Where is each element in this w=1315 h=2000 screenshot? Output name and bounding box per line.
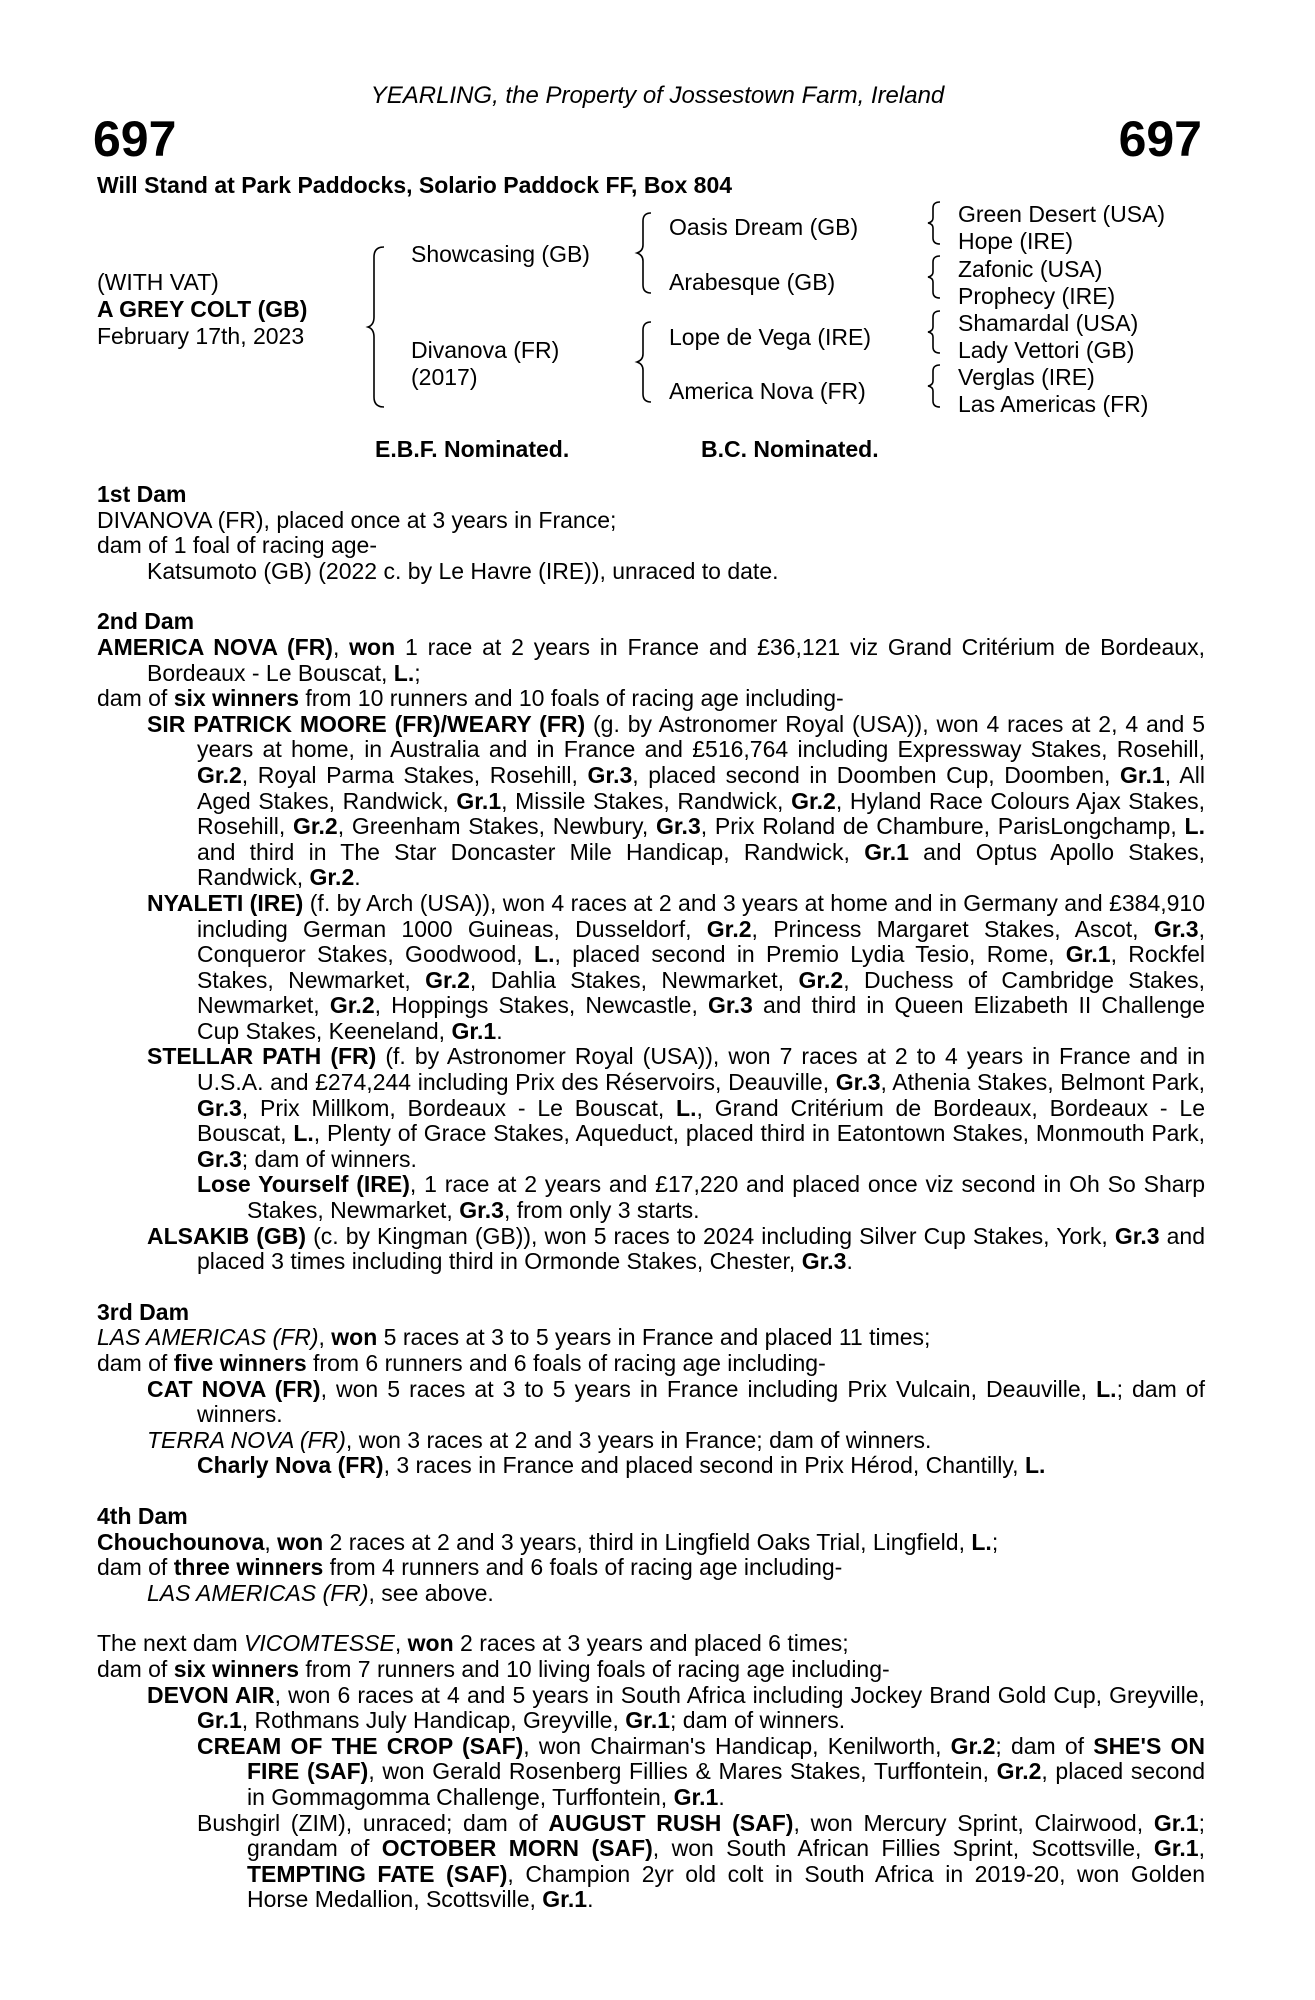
horse-name: NYALETI (IRE): [147, 889, 304, 916]
text: , won 6 races at 4 and 5 years in South Africa including Jockey Brand Gold Cup, Greyville,: [274, 1681, 1205, 1708]
grade: Gr.3: [587, 761, 633, 788]
text: , from only 3 starts.: [503, 1197, 700, 1224]
grade: Gr.2: [292, 813, 338, 840]
winners-count: five winners: [173, 1350, 307, 1376]
text: .: [587, 1886, 594, 1913]
grade: Gr.1: [542, 1886, 588, 1913]
pedigree-bracket-main: [368, 247, 390, 407]
ddd: Las Americas (FR): [958, 391, 1149, 417]
text: ;: [414, 659, 421, 686]
won-label: won: [407, 1630, 454, 1657]
text: .: [718, 1783, 725, 1810]
text: , Rothmans July Handicap, Greyville,: [241, 1707, 626, 1734]
third-dam-produce-intro: [97, 1351, 1205, 1377]
text: , won 3 races at 2 and 3 years in France; dam of winners.: [345, 1426, 932, 1453]
grade: L.: [1184, 813, 1205, 840]
first-dam-produce: Katsumoto (GB) (2022 c. by Le Havre (IRE)), unraced to date.: [147, 557, 779, 584]
text: , see above.: [368, 1579, 494, 1606]
text: , Hoppings Stakes, Newcastle,: [374, 992, 709, 1019]
text: .: [846, 1248, 853, 1275]
text: , won Mercury Sprint, Clairwood,: [793, 1809, 1154, 1836]
horse-name: SHE'S ON FIRE (SAF): [247, 1732, 1206, 1785]
grade: L.: [293, 1120, 314, 1147]
text: ,: [264, 1528, 278, 1555]
text: , Princess Margaret Stakes, Ascot,: [751, 915, 1154, 942]
sds: Zafonic (USA): [958, 256, 1103, 282]
sss: Green Desert (USA): [958, 201, 1166, 227]
text: from 7 runners and 10 living foals of racing age including-: [299, 1655, 890, 1682]
horse-name: STELLAR PATH (FR): [147, 1043, 377, 1070]
grade: Gr.3: [197, 1145, 242, 1172]
produce-cream-of-the-crop: [97, 1734, 1205, 1811]
grade: Gr.1: [1153, 1835, 1199, 1862]
horse-name: TERRA NOVA (FR): [147, 1426, 346, 1453]
text: , 1 race at 2 years and £17,220 and placed once viz second in Oh So Sharp Stakes, Newmarket,: [247, 1171, 1205, 1224]
grade: Gr.3: [835, 1069, 881, 1096]
vat-note: (WITH VAT): [97, 269, 219, 295]
sdd: Prophecy (IRE): [958, 283, 1116, 309]
dsd: Lady Vettori (GB): [958, 337, 1135, 363]
text: 5 races at 3 to 5 years in France and placed 11 times;: [377, 1324, 931, 1351]
text: dam of: [97, 1655, 174, 1682]
lot-number-right: 697: [1118, 111, 1202, 167]
text: 2 races at 3 years and placed 6 times;: [453, 1630, 849, 1657]
fourth-dam-section: [97, 1504, 1205, 1606]
produce-cat-nova: [97, 1377, 1205, 1428]
grade: Gr.2: [425, 966, 470, 993]
grade: Gr.1: [197, 1707, 242, 1734]
text: from 6 runners and 6 foals of racing age including-: [306, 1350, 826, 1376]
text: from 10 runners and 10 foals of racing age including-: [299, 685, 844, 712]
text: ;: [991, 1528, 999, 1555]
text: , won South African Fillies Sprint, Scottsville,: [652, 1835, 1154, 1862]
grade: Gr.2: [798, 966, 844, 993]
grade: L.: [1024, 1452, 1046, 1479]
grade: L.: [971, 1528, 992, 1555]
bc-nomination: B.C. Nominated.: [701, 436, 879, 462]
dam-dam: America Nova (FR): [669, 378, 866, 404]
grade: Gr.1: [1119, 761, 1165, 788]
text: , Conqueror Stakes, Goodwood,: [197, 915, 1205, 968]
text: Bushgirl (ZIM), unraced; dam of: [197, 1809, 549, 1836]
text: ; dam of winners.: [670, 1707, 846, 1734]
horse-name: DEVON AIR: [147, 1681, 275, 1708]
dss: Shamardal (USA): [958, 310, 1139, 336]
subject-dob: February 17th, 2023: [97, 323, 305, 349]
text: , Grand Critérium de Bordeaux, Bordeaux - Le Bouscat,: [197, 1094, 1205, 1147]
sire: Showcasing (GB): [411, 241, 590, 267]
text: (f. by Astronomer Royal (USA)), won 7 races at 2 to 4 years in France and in U.S.A. and £274,244 including Prix des Réservoirs, Deauville,: [197, 1043, 1205, 1096]
pedigree-bracket-sire: [637, 213, 657, 293]
dam: Divanova (FR): [411, 337, 560, 363]
dam-sire: Lope de Vega (IRE): [669, 324, 872, 350]
text: , 3 races in France and placed second in Prix Hérod, Chantilly,: [383, 1452, 1025, 1479]
grade: Gr.2: [197, 761, 242, 788]
text: , Prix Roland de Chambure, ParisLongchamp,: [700, 813, 1185, 840]
grade: Gr.3: [459, 1197, 504, 1224]
horse-name: CREAM OF THE CROP (SAF): [197, 1732, 524, 1759]
second-dam-line: [97, 635, 1205, 686]
text: ,: [318, 1324, 332, 1351]
text: (f. by Arch (USA)), won 4 races at 2 and 3 years at home and in Germany and £384,910 including German 1000 Guineas, Dusseldorf,: [197, 889, 1206, 942]
text: , won Gerald Rosenberg Fillies & Mares Stakes, Turffontein,: [368, 1758, 997, 1785]
grade: Gr.1: [1153, 1809, 1199, 1836]
grade: Gr.2: [706, 915, 752, 942]
pedigree-bracket-dd: [928, 365, 946, 407]
produce-sir-patrick-moore: [97, 712, 1205, 891]
next-dam-line: [97, 1631, 1205, 1657]
grade: L.: [1096, 1375, 1117, 1402]
winners-count: six winners: [173, 1655, 299, 1682]
text: dam of: [97, 1554, 174, 1581]
text: , Duchess of Cambridge Stakes, Newmarket,: [197, 966, 1205, 1019]
winners-count: six winners: [173, 685, 299, 712]
produce-las-americas: [97, 1581, 1205, 1607]
text: , placed second in Premio Lydia Tesio, Rome,: [554, 941, 1066, 968]
sire-dam: Arabesque (GB): [669, 269, 836, 295]
text: , Greenham Stakes, Newbury,: [337, 813, 656, 840]
text: ; dam of winners.: [241, 1145, 417, 1172]
grade: Gr.1: [1065, 941, 1111, 968]
next-dam-produce-intro: [97, 1657, 1205, 1683]
fourth-dam-produce-intro: [97, 1555, 1205, 1581]
text: , Dahlia Stakes, Newmarket,: [469, 966, 799, 993]
winners-count: three winners: [173, 1554, 324, 1581]
text: dam of: [97, 1350, 174, 1376]
text: ,: [1198, 1835, 1205, 1862]
text: , Missile Stakes, Randwick,: [501, 787, 792, 814]
text: , placed second in Gommagomma Challenge, Turffontein,: [247, 1758, 1205, 1810]
produce-nyaleti: [97, 891, 1205, 1045]
grade: Gr.1: [451, 1017, 497, 1044]
first-dam-produce-intro: dam of 1 foal of racing age-: [97, 532, 377, 559]
grade: Gr.2: [309, 864, 355, 891]
produce-stellar-path: [97, 1044, 1205, 1172]
grade: Gr.3: [1153, 915, 1199, 942]
text: and third in The Star Doncaster Mile Handicap, Randwick,: [197, 838, 865, 865]
ssd: Hope (IRE): [958, 228, 1074, 254]
pedigree-bracket-dam: [637, 322, 657, 402]
won-label: won: [277, 1528, 324, 1555]
subject-name: A GREY COLT (GB): [97, 296, 308, 322]
grade: Gr.1: [456, 787, 502, 814]
horse-name: Chouchounova: [97, 1528, 265, 1555]
horse-name: TEMPTING FATE (SAF): [247, 1860, 508, 1887]
text: ; grandam of: [247, 1809, 1205, 1862]
second-dam-section: [97, 609, 1205, 1274]
grade: Gr.3: [1114, 1222, 1160, 1249]
text: and Optus Apollo Stakes, Randwick,: [197, 838, 1205, 891]
text: ,: [394, 1630, 408, 1657]
pedigree-bracket-ss: [928, 202, 946, 244]
produce-terra-nova: [97, 1428, 1205, 1454]
text: , Rockfel Stakes, Newmarket,: [197, 941, 1205, 993]
grade: Gr.1: [625, 1707, 671, 1734]
lot-number-left: 697: [93, 111, 177, 167]
horse-name: Lose Yourself (IRE): [197, 1171, 410, 1198]
text: , won 5 races at 3 to 5 years in France including Prix Vulcain, Deauville,: [320, 1375, 1097, 1402]
dam-year: (2017): [411, 364, 478, 390]
grade: L.: [676, 1094, 697, 1121]
text: 2 races at 2 and 3 years, third in Lingfield Oaks Trial, Lingfield,: [323, 1528, 972, 1555]
text: , Plenty of Grace Stakes, Aqueduct, placed third in Eatontown Stakes, Monmouth Park,: [313, 1120, 1205, 1147]
dds: Verglas (IRE): [958, 364, 1095, 390]
horse-name: ALSAKIB (GB): [147, 1222, 307, 1249]
text: and third in Queen Elizabeth II Challenge Cup Stakes, Keeneland,: [197, 992, 1205, 1044]
grade: Gr.1: [864, 838, 909, 865]
third-dam-heading: 3rd Dam: [97, 1298, 190, 1325]
grade: Gr.3: [708, 992, 753, 1019]
second-dam-produce-intro: [97, 686, 1205, 712]
text: .: [354, 864, 361, 891]
horse-name: LAS AMERICAS (FR): [97, 1324, 319, 1351]
produce-alsakib: [97, 1224, 1205, 1275]
text: , won Chairman's Handicap, Kenilworth,: [523, 1732, 951, 1759]
grade: Gr.3: [801, 1248, 847, 1275]
text: , All Aged Stakes, Randwick,: [197, 761, 1205, 814]
first-dam-heading: 1st Dam: [97, 481, 187, 507]
produce-devon-air: [97, 1683, 1205, 1734]
horse-name: VICOMTESSE: [244, 1630, 395, 1657]
text: (c. by Kingman (GB)), won 5 races to 2024 including Silver Cup Stakes, York,: [306, 1222, 1115, 1249]
grade: Gr.1: [673, 1783, 719, 1810]
produce-lose-yourself: [97, 1172, 1205, 1223]
next-dam-section: [97, 1631, 1205, 1913]
grade: Gr.3: [655, 813, 701, 840]
horse-name: LAS AMERICAS (FR): [147, 1579, 369, 1606]
grade: Gr.2: [329, 992, 375, 1019]
text: , Champion 2yr old colt in South Africa in 2019-20, won Golden Horse Medallion, Scottsville,: [247, 1860, 1205, 1913]
third-dam-line: [97, 1325, 1205, 1351]
pedigree-bracket-sd: [928, 256, 946, 298]
text: and placed 3 times including third in Ormonde Stakes, Chester,: [197, 1222, 1205, 1275]
horse-name: CAT NOVA (FR): [147, 1375, 321, 1402]
text: , Athenia Stakes, Belmont Park,: [880, 1069, 1206, 1096]
won-label: won: [349, 633, 396, 660]
horse-name: Charly Nova (FR): [197, 1452, 384, 1479]
grade: Gr.2: [950, 1732, 996, 1759]
text: ; dam of winners.: [197, 1375, 1205, 1428]
horse-name: OCTOBER MORN (SAF): [381, 1835, 653, 1862]
stand-location: Will Stand at Park Paddocks, Solario Paddock FF, Box 804: [97, 172, 733, 198]
grade: Gr.2: [791, 787, 836, 814]
second-dam-heading: 2nd Dam: [97, 608, 195, 635]
grade: L.: [534, 941, 555, 968]
text: (g. by Astronomer Royal (USA)), won 4 races at 2, 4 and 5 years at home, in Australia and in France and £516,764 including Expressway Stakes, Rosehill,: [197, 710, 1205, 763]
text: The next dam: [97, 1630, 245, 1657]
produce-bushgirl: [97, 1811, 1205, 1913]
text: dam of: [97, 685, 174, 712]
grade: Gr.2: [996, 1758, 1042, 1785]
fourth-dam-line: [97, 1530, 1205, 1556]
pedigree-bracket-ds: [928, 311, 946, 353]
won-label: won: [331, 1324, 378, 1351]
text: , Royal Parma Stakes, Rosehill,: [241, 761, 588, 788]
ebf-nomination: E.B.F. Nominated.: [375, 436, 570, 462]
text: , placed second in Doomben Cup, Doomben,: [632, 761, 1120, 788]
text: from 4 runners and 6 foals of racing age including-: [323, 1554, 843, 1581]
text: ,: [332, 633, 350, 660]
text: , Hyland Race Colours Ajax Stakes, Rosehill,: [197, 787, 1206, 840]
grade: L.: [393, 659, 415, 686]
text: ; dam of: [995, 1732, 1094, 1759]
grade: Gr.3: [197, 1094, 242, 1121]
horse-name: AUGUST RUSH (SAF): [548, 1809, 794, 1836]
text: .: [496, 1017, 503, 1044]
horse-name: AMERICA NOVA (FR): [97, 633, 333, 660]
text: 1 race at 2 years in France and £36,121 viz Grand Critérium de Bordeaux, Bordeaux - Le Bouscat,: [147, 633, 1205, 686]
produce-charly-nova: [97, 1453, 1205, 1479]
text: , Prix Millkom, Bordeaux - Le Bouscat,: [241, 1094, 677, 1121]
first-dam-line: DIVANOVA (FR), placed once at 3 years in France;: [97, 506, 617, 533]
catalogue-subtitle: YEARLING, the Property of Jossestown Farm, Ireland: [370, 82, 945, 109]
first-dam-section: [97, 482, 1205, 584]
third-dam-section: [97, 1300, 1205, 1479]
fourth-dam-heading: 4th Dam: [97, 1502, 188, 1529]
catalogue-body: [97, 482, 1205, 1938]
horse-name: SIR PATRICK MOORE (FR)/WEARY (FR): [147, 710, 586, 737]
sire-sire: Oasis Dream (GB): [669, 214, 859, 240]
